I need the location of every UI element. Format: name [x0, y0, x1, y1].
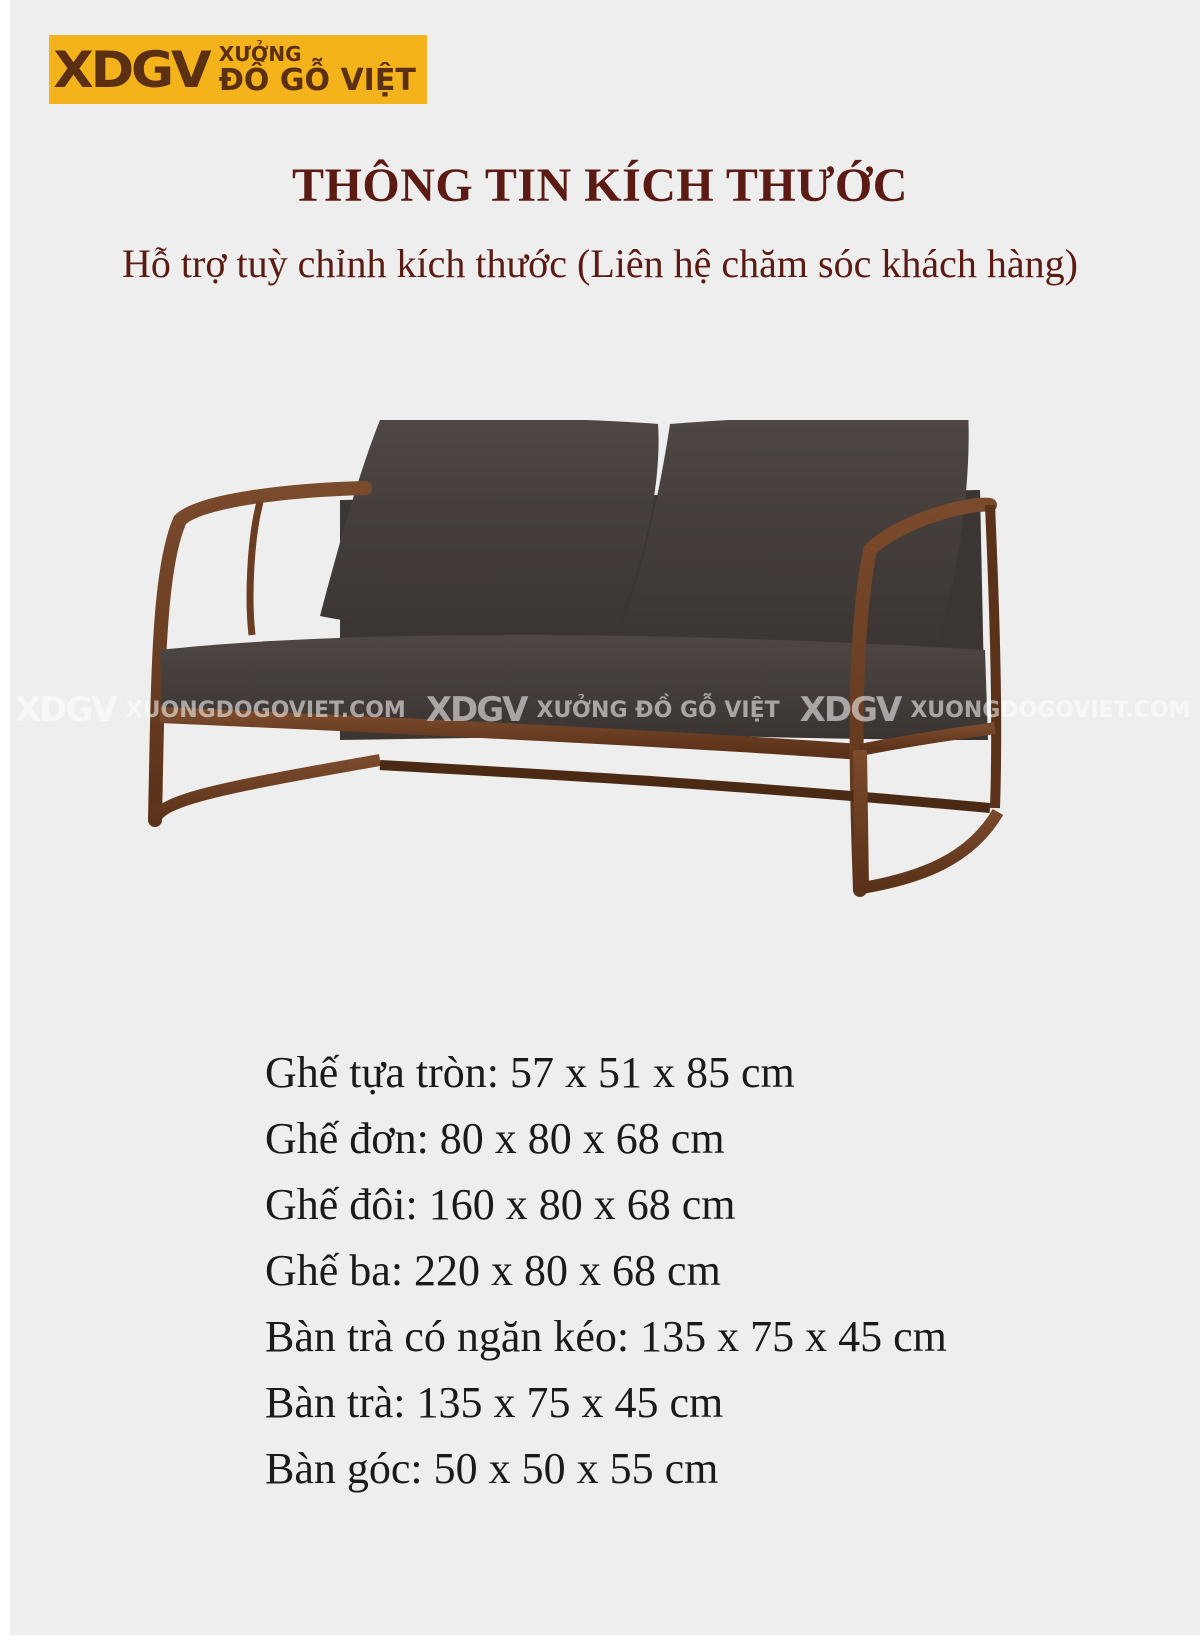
watermark-site-1: XUONGDOGOVIET.COM: [125, 697, 406, 723]
back-cushion-right: [620, 420, 969, 660]
sofa-image: [140, 420, 1020, 900]
watermark-site-2: XUONGDOGOVIET.COM: [910, 697, 1191, 723]
spec-item: Ghế đôi: 160 x 80 x 68 cm: [265, 1180, 736, 1229]
watermark-mark-1: XDGV: [15, 690, 116, 730]
watermark-mark-2: XDGV: [425, 690, 527, 730]
spec-item: Ghế tựa tròn: 57 x 51 x 85 cm: [265, 1048, 795, 1097]
logo-line-1: XƯỞNG: [218, 41, 302, 66]
spec-item: Bàn góc: 50 x 50 x 55 cm: [265, 1444, 719, 1493]
spec-item: Bàn trà: 135 x 75 x 45 cm: [265, 1378, 724, 1427]
watermark-mark-3: XDGV: [799, 690, 901, 730]
spec-item: Ghế ba: 220 x 80 x 68 cm: [265, 1246, 721, 1295]
page-subtitle: Hỗ trợ tuỳ chỉnh kích thước (Liên hệ chăm sóc khách hàng): [122, 241, 1078, 286]
dimension-list: [265, 1040, 947, 1502]
page-title: THÔNG TIN KÍCH THƯỚC: [292, 159, 908, 212]
brand-logo: [49, 35, 427, 104]
spec-item: Ghế đơn: 80 x 80 x 68 cm: [265, 1114, 725, 1163]
logo-text: [218, 41, 416, 98]
watermark-name: XƯỞNG ĐỒ GỖ VIỆT: [536, 697, 780, 723]
logo-line-2: ĐỒ GỖ VIỆT: [218, 62, 416, 98]
spec-item: Bàn trà có ngăn kéo: 135 x 75 x 45 cm: [265, 1312, 947, 1361]
watermark: [15, 690, 1195, 730]
logo-mark: XDGV: [53, 40, 209, 99]
back-cushion-left: [320, 420, 659, 640]
